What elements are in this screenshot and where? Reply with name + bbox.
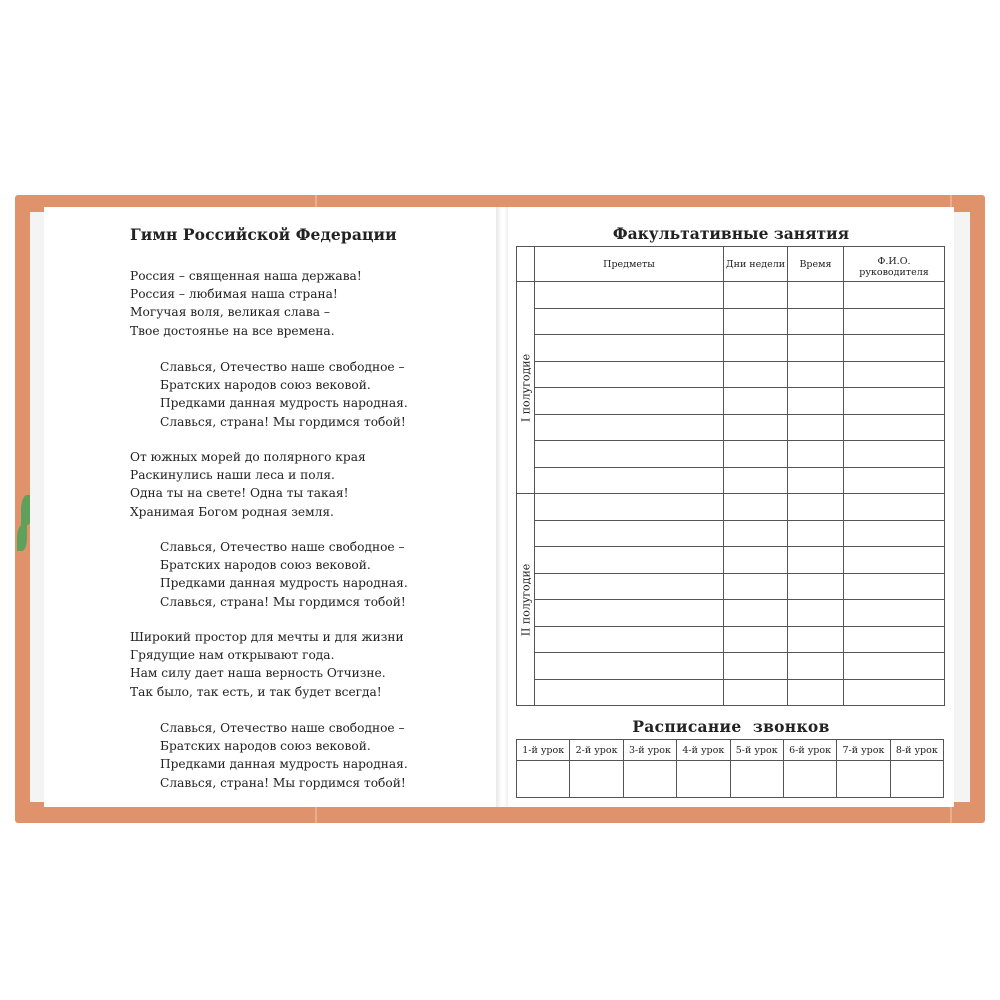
table-row	[517, 282, 945, 309]
table-row	[517, 600, 945, 627]
table-cell[interactable]	[535, 626, 724, 653]
table-row	[517, 441, 945, 468]
page-stack-right	[954, 212, 970, 802]
lesson-time-cell[interactable]	[837, 761, 890, 798]
lesson-header: 8-й урок	[890, 740, 943, 761]
chorus-line: Братских народов союз вековой.	[160, 739, 371, 754]
table-cell[interactable]	[724, 388, 788, 415]
chorus-line: Братских народов союз вековой.	[160, 558, 371, 573]
table-row	[517, 520, 945, 547]
table-cell[interactable]	[788, 679, 844, 706]
lesson-time-cell[interactable]	[890, 761, 943, 798]
lesson-header: 7-й урок	[837, 740, 890, 761]
bells-header-row	[517, 740, 944, 761]
table-cell[interactable]	[535, 308, 724, 335]
table-cell[interactable]	[724, 441, 788, 468]
electives-title: Факультативные занятия	[612, 224, 850, 243]
lesson-header: 5-й урок	[730, 740, 783, 761]
chorus-line: Славься, Отечество наше свободное –	[160, 540, 405, 554]
lesson-time-cell[interactable]	[517, 761, 570, 798]
table-cell[interactable]	[724, 653, 788, 680]
verse-line: Хранимая Богом родная земля.	[130, 504, 334, 519]
table-cell[interactable]	[535, 467, 724, 494]
verse-line: Твое достоянье на все времена.	[130, 323, 335, 338]
table-row	[517, 361, 945, 388]
table-cell[interactable]	[724, 308, 788, 335]
lesson-header: 2-й урок	[570, 740, 623, 761]
lesson-time-cell[interactable]	[783, 761, 836, 798]
verse-line: Грядущие нам открывают года.	[130, 648, 335, 663]
table-cell[interactable]	[844, 494, 945, 521]
table-cell[interactable]	[724, 335, 788, 362]
lesson-time-cell[interactable]	[730, 761, 783, 798]
header-time: Время	[788, 247, 844, 282]
table-cell[interactable]	[535, 679, 724, 706]
right-page	[508, 207, 954, 807]
table-cell[interactable]	[535, 653, 724, 680]
lesson-time-cell[interactable]	[570, 761, 623, 798]
table-cell[interactable]	[788, 653, 844, 680]
table-cell[interactable]	[844, 520, 945, 547]
table-row	[517, 573, 945, 600]
verse-line: Широкий простор для мечты и для жизни	[130, 630, 404, 644]
lesson-time-cell[interactable]	[623, 761, 676, 798]
verse-line: Одна ты на свете! Одна ты такая!	[130, 486, 349, 501]
table-cell[interactable]	[788, 467, 844, 494]
table-row	[517, 467, 945, 494]
verse-line: Россия – священная наша держава!	[130, 269, 362, 283]
table-cell[interactable]	[535, 388, 724, 415]
page-stack-left	[30, 212, 44, 802]
verse-line: От южных морей до полярного края	[130, 450, 366, 464]
table-cell[interactable]	[535, 600, 724, 627]
table-cell[interactable]	[535, 547, 724, 574]
verse-line: Россия – любимая наша страна!	[130, 287, 338, 302]
table-cell[interactable]	[724, 573, 788, 600]
table-cell[interactable]	[724, 467, 788, 494]
anthem-verse-3	[130, 628, 404, 701]
table-cell[interactable]	[788, 388, 844, 415]
electives-header-row	[517, 247, 945, 282]
anthem-chorus-2	[160, 538, 408, 611]
table-cell[interactable]	[535, 361, 724, 388]
table-cell[interactable]	[788, 520, 844, 547]
table-cell[interactable]	[788, 361, 844, 388]
table-cell[interactable]	[788, 600, 844, 627]
header-weekdays: Дни недели	[724, 247, 788, 282]
anthem-verse-2	[130, 448, 366, 521]
table-cell[interactable]	[788, 494, 844, 521]
table-cell[interactable]	[844, 361, 945, 388]
table-cell[interactable]	[844, 679, 945, 706]
anthem-title: Гимн Российской Федерации	[130, 225, 397, 244]
electives-table	[516, 246, 945, 706]
leaf-decoration	[17, 525, 27, 551]
chorus-line: Предками данная мудрость народная.	[160, 396, 408, 411]
table-cell[interactable]	[844, 388, 945, 415]
table-cell[interactable]	[535, 335, 724, 362]
table-row	[517, 335, 945, 362]
table-cell[interactable]	[844, 547, 945, 574]
verse-line: Так было, так есть, и так будет всегда!	[130, 684, 382, 699]
anthem-chorus-1	[160, 358, 408, 431]
anthem-verse-1	[130, 267, 362, 340]
term-1-label: I полугодие	[519, 353, 532, 422]
table-cell[interactable]	[788, 547, 844, 574]
chorus-line: Славься, Отечество наше свободное –	[160, 721, 405, 735]
table-cell[interactable]	[535, 573, 724, 600]
bells-title: Расписание звонков	[632, 717, 830, 736]
chorus-line: Братских народов союз вековой.	[160, 378, 371, 393]
table-row	[517, 494, 945, 521]
table-cell[interactable]	[844, 414, 945, 441]
chorus-line: Предками данная мудрость народная.	[160, 757, 408, 772]
table-cell[interactable]	[724, 547, 788, 574]
table-cell[interactable]	[788, 573, 844, 600]
header-teacher-line1: Ф.И.О.	[877, 256, 911, 267]
lesson-header: 3-й урок	[623, 740, 676, 761]
header-teacher-line2: руководителя	[859, 267, 929, 278]
table-cell[interactable]	[844, 600, 945, 627]
lesson-header: 4-й урок	[677, 740, 730, 761]
table-cell[interactable]	[844, 467, 945, 494]
lesson-time-cell[interactable]	[677, 761, 730, 798]
left-page	[44, 207, 498, 807]
bells-table	[516, 739, 944, 798]
table-cell[interactable]	[535, 441, 724, 468]
table-row	[517, 679, 945, 706]
table-row	[517, 653, 945, 680]
table-row	[517, 388, 945, 415]
chorus-line: Славься, страна! Мы гордимся тобой!	[160, 594, 406, 609]
verse-line: Нам силу дает наша верность Отчизне.	[130, 666, 386, 681]
table-cell[interactable]	[844, 308, 945, 335]
chorus-line: Славься, страна! Мы гордимся тобой!	[160, 775, 406, 790]
table-cell[interactable]	[724, 679, 788, 706]
table-row	[517, 547, 945, 574]
table-cell[interactable]	[535, 414, 724, 441]
table-cell[interactable]	[724, 414, 788, 441]
table-cell[interactable]	[844, 335, 945, 362]
table-cell[interactable]	[724, 626, 788, 653]
table-cell[interactable]	[724, 494, 788, 521]
table-cell[interactable]	[844, 573, 945, 600]
header-blank-cell	[517, 247, 535, 282]
table-cell[interactable]	[788, 335, 844, 362]
verse-line: Могучая воля, великая слава –	[130, 305, 330, 320]
table-row	[517, 308, 945, 335]
table-cell[interactable]	[788, 626, 844, 653]
lesson-header: 1-й урок	[517, 740, 570, 761]
verse-line: Раскинулись наши леса и поля.	[130, 468, 335, 483]
term-label-cell	[517, 282, 535, 494]
header-teacher	[844, 247, 945, 282]
anthem-chorus-3	[160, 719, 408, 792]
bells-time-row	[517, 761, 944, 798]
lesson-header: 6-й урок	[783, 740, 836, 761]
table-cell[interactable]	[724, 600, 788, 627]
term-label-cell	[517, 494, 535, 706]
table-cell[interactable]	[788, 282, 844, 309]
table-cell[interactable]	[724, 282, 788, 309]
table-cell[interactable]	[844, 282, 945, 309]
table-cell[interactable]	[844, 626, 945, 653]
table-cell[interactable]	[844, 653, 945, 680]
table-cell[interactable]	[844, 441, 945, 468]
table-cell[interactable]	[724, 520, 788, 547]
term-2-label: II полугодие	[519, 563, 532, 636]
table-cell[interactable]	[788, 441, 844, 468]
chorus-line: Славься, Отечество наше свободное –	[160, 360, 405, 374]
table-cell[interactable]	[788, 308, 844, 335]
header-subjects: Предметы	[535, 247, 724, 282]
table-cell[interactable]	[535, 520, 724, 547]
table-cell[interactable]	[535, 494, 724, 521]
table-row	[517, 414, 945, 441]
table-cell[interactable]	[724, 361, 788, 388]
table-cell[interactable]	[788, 414, 844, 441]
chorus-line: Славься, страна! Мы гордимся тобой!	[160, 414, 406, 429]
table-row	[517, 626, 945, 653]
table-cell[interactable]	[535, 282, 724, 309]
chorus-line: Предками данная мудрость народная.	[160, 576, 408, 591]
